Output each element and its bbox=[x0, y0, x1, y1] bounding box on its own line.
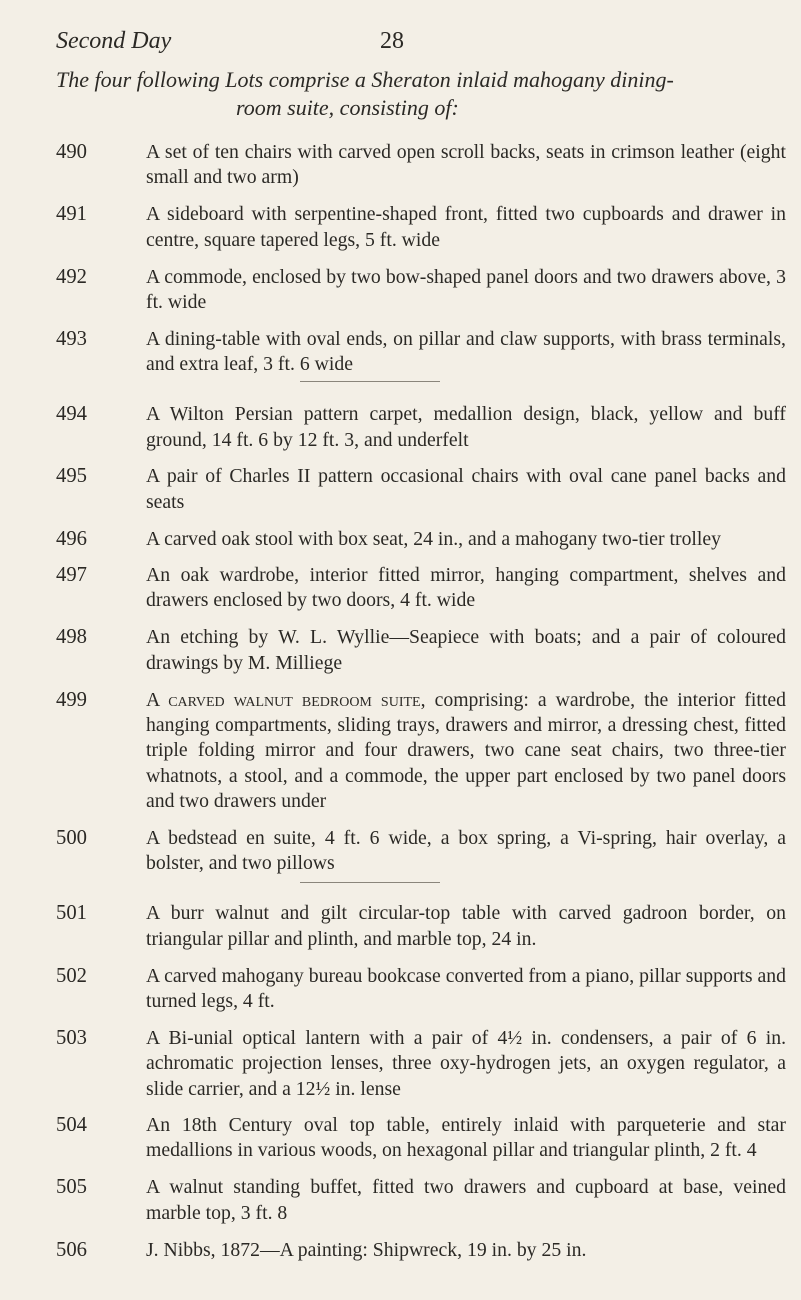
section-divider bbox=[300, 882, 440, 883]
lot-description: A burr walnut and gilt circular-top table with carved gadroon border, on triangular pillar and plinth, and marble top, 24 in. bbox=[146, 902, 786, 950]
lot-description: A set of ten chairs with carved open scroll backs, seats in crimson leather (eight small and two arm) bbox=[146, 141, 786, 189]
lot-title-small-caps: A carved walnut bedroom suite, bbox=[146, 688, 426, 711]
lot-number: 494 bbox=[56, 403, 87, 426]
lot-description: A pair of Charles II pattern occasional chairs with oval cane panel backs and seats bbox=[146, 465, 786, 513]
lot-description-rest: comprising: a wardrobe, the interior fitted hanging compartments, sliding trays, drawers and mirror, a dressing chest, fitted triple folding mirror and four drawers, two cane seat chairs, two three-tier whatnots, a stool, and a commode, the upper part enclosed by two panel doors and two drawers under bbox=[146, 688, 786, 812]
lot-number: 502 bbox=[56, 964, 87, 987]
intro-line-2: room suite, consisting of: bbox=[236, 95, 459, 120]
lot-description: A sideboard with serpentine-shaped front, fitted two cupboards and drawer in centre, square tapered legs, 5 ft. wide bbox=[146, 203, 786, 251]
lot-description: A carved oak stool with box seat, 24 in., and a mahogany two-tier trolley bbox=[146, 527, 721, 550]
lot-number: 506 bbox=[56, 1238, 87, 1261]
lot-number: 492 bbox=[56, 265, 87, 288]
lot-number: 491 bbox=[56, 203, 87, 226]
lot-description: An oak wardrobe, interior fitted mirror, hanging compartment, shelves and drawers enclosed by two doors, 4 ft. wide bbox=[146, 564, 786, 612]
lot-description: A Bi-unial optical lantern with a pair of 4½ in. condensers, a pair of 6 in. achromatic projection lenses, three oxy-hydrogen jets, an oxygen regulator, a slide carrier, and a 12½ in. lense bbox=[146, 1026, 786, 1100]
page-number: 28 bbox=[380, 28, 404, 54]
lot-description: A walnut standing buffet, fitted two drawers and cupboard at base, veined marble top, 3 ft. 8 bbox=[146, 1176, 786, 1224]
lot-description bbox=[146, 688, 786, 815]
lot-number: 498 bbox=[56, 626, 87, 649]
lot-description: An 18th Century oval top table, entirely inlaid with parqueterie and star medallions in various woods, on hexagonal pillar and triangular plinth, 2 ft. 4 bbox=[146, 1114, 786, 1162]
lot-number: 503 bbox=[56, 1026, 87, 1049]
section-divider bbox=[300, 381, 440, 382]
lot-description: An etching by W. L. Wyllie—Seapiece with boats; and a pair of coloured drawings by M. Milliege bbox=[146, 626, 786, 674]
lot-description: J. Nibbs, 1872—A painting: Shipwreck, 19 in. by 25 in. bbox=[146, 1238, 587, 1261]
intro-text bbox=[56, 66, 776, 122]
lot-number: 495 bbox=[56, 465, 87, 488]
lot-number: 490 bbox=[56, 141, 87, 163]
day-heading: Second Day bbox=[56, 28, 172, 54]
intro-line-1: The four following Lots comprise a Sheraton inlaid mahogany dining- bbox=[56, 67, 674, 92]
lot-number: 497 bbox=[56, 564, 87, 587]
lot-description: A dining-table with oval ends, on pillar and claw supports, with brass terminals, and extra leaf, 3 ft. 6 wide bbox=[146, 327, 786, 376]
lot-description: A bedstead en suite, 4 ft. 6 wide, a box spring, a Vi-spring, hair overlay, a bolster, and two pillows bbox=[146, 826, 786, 875]
lot-number: 500 bbox=[56, 826, 87, 849]
lot-number: 493 bbox=[56, 327, 87, 350]
lot-number: 501 bbox=[56, 902, 87, 925]
lot-number: 505 bbox=[56, 1176, 87, 1199]
lot-number: 499 bbox=[56, 688, 87, 711]
lot-description: A commode, enclosed by two bow-shaped panel doors and two drawers above, 3 ft. wide bbox=[146, 265, 786, 313]
page-header bbox=[56, 22, 776, 62]
lot-number: 504 bbox=[56, 1114, 87, 1137]
lot-number: 496 bbox=[56, 527, 87, 550]
lot-description: A Wilton Persian pattern carpet, medallion design, black, yellow and buff ground, 14 ft. 6 by 12 ft. 3, and underfelt bbox=[146, 403, 786, 451]
lot-description: A carved mahogany bureau bookcase converted from a piano, pillar supports and turned legs, 4 ft. bbox=[146, 964, 786, 1012]
